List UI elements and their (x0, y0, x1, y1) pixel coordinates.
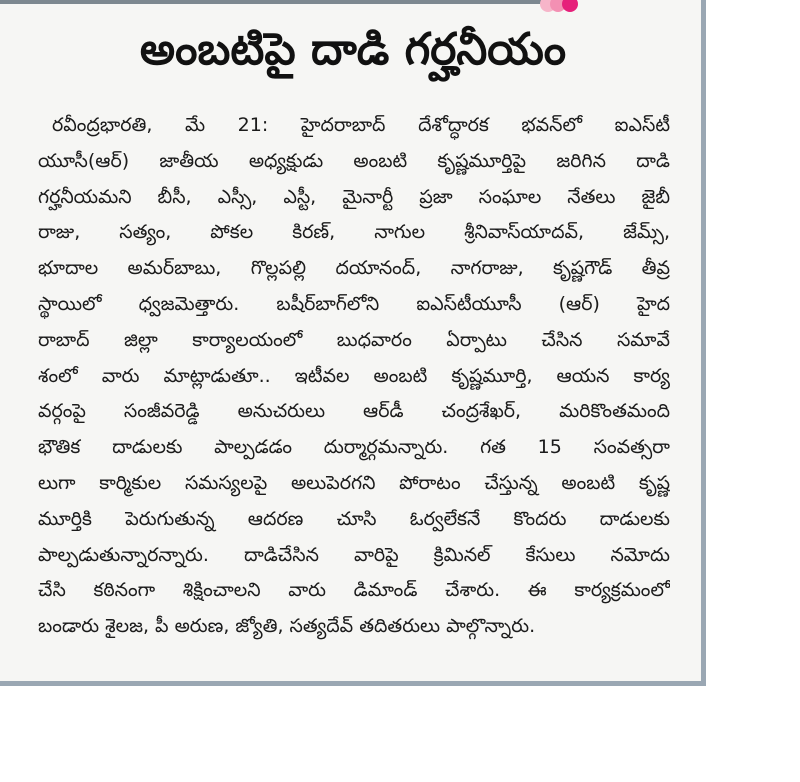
article-body (38, 108, 670, 645)
article-line: పాల్పడుతున్నారన్నారు. దాడిచేసిన వారిపై క్రిమినల్ కేసులు నమోదు (38, 543, 670, 566)
article-line: వర్గంపై సంజీవరెడ్డి అనుచరులు ఆర్‌డీ చంద్రశేఖర్, మరికొంతమంది (38, 400, 670, 423)
article-line: శంలో వారు మాట్లాడుతూ.. ఇటీవల అంబటి కృష్ణమూర్తి, ఆయన కార్య (38, 364, 670, 387)
pink-dot-dark (562, 0, 578, 12)
article-line: చేసి కఠినంగా శిక్షించాలని వారు డిమాండ్ చేశారు. ఈ కార్యక్రమంలో (38, 579, 670, 602)
decorative-dots (540, 0, 584, 12)
article-line: భూదాల అమర్‌బాబు, గొల్లపల్లి దయానంద్, నాగరాజు, కృష్ణగౌడ్ తీవ్ర (38, 257, 670, 280)
article-line: భౌతిక దాడులకు పాల్పడడం దుర్మార్గమన్నారు. గత 15 సంవత్సరా (38, 436, 670, 459)
article-line: రాబాద్ జిల్లా కార్యాలయంలో బుధవారం ఏర్పాటు చేసిన సమావే (38, 328, 670, 351)
article-line: రవీంద్రభారతి, మే 21: హైదరాబాద్ దేశోద్ధారక భవన్‌లో ఐఎస్‌టీ (52, 114, 670, 136)
article-line: బండారు శైలజ, పీ అరుణ, జ్యోతి, సత్యదేవ్ తదితరులు పాల్గొన్నారు. (38, 615, 536, 638)
article-line: యూసీ(ఆర్) జాతీయ అధ్యక్షుడు అంబటి కృష్ణమూర్తిపై జరిగిన దాడి (38, 149, 670, 172)
article-line: రాజు, సత్యం, పోకల కిరణ్, నాగుల శ్రీనివాస్‌యాదవ్, జేమ్స్, (38, 221, 670, 244)
article-line: లుగా కార్మికుల సమస్యలపై అలుపెరగని పోరాటం చేస్తున్న అంబటి కృష్ణ (38, 471, 670, 494)
article-headline: అంబటిపై దాడి గర్హనీయం (139, 24, 567, 75)
top-rule (0, 0, 548, 4)
article-line: స్థాయిలో ధ్వజమెత్తారు. బషీర్‌బాగ్‌లోని ఐఎస్‌టీయూసీ (ఆర్) హైద (38, 292, 670, 315)
article-line: మూర్తికి పెరుగుతున్న ఆదరణ చూసి ఓర్వలేకనే కొందరు దాడులకు (38, 507, 670, 530)
article-line: గర్హనీయమని బీసీ, ఎస్సీ, ఎస్టీ, మైనార్టీ ప్రజా సంఘాల నేతలు జైబీ (38, 185, 670, 208)
